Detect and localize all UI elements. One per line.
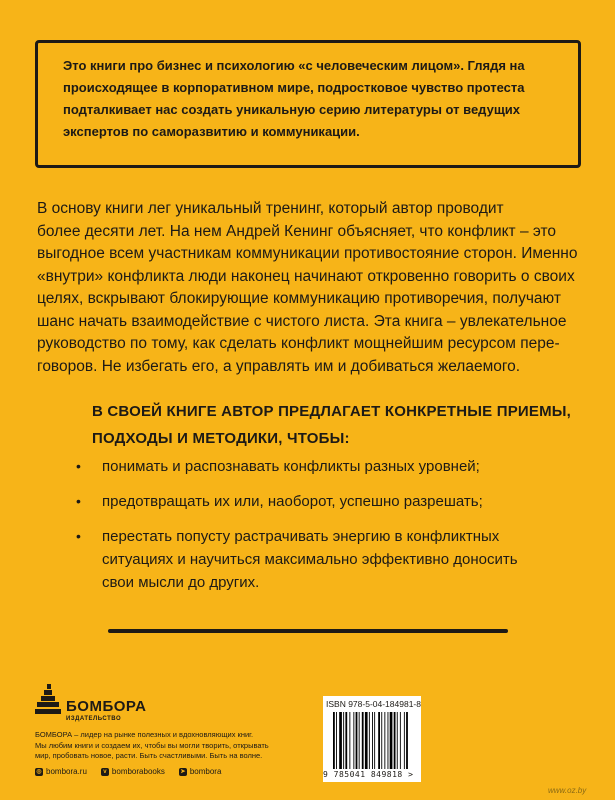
description-line: шанс начать взаимодействие с чистого листа. Эта книга – увлекательное (37, 312, 567, 330)
barcode-icon (333, 712, 417, 769)
social-link-telegram[interactable] (179, 767, 222, 776)
publisher-blurb (35, 730, 330, 762)
list-item: • понимать и распознавать конфликты разных уровней; (92, 455, 480, 478)
description-line: более десяти лет. На нем Андрей Кенинг объясняет, что конфликт – это (37, 222, 557, 240)
barcode-digits: 9 785041 849818 > (323, 770, 414, 779)
description-line: руководство по тому, как сделать конфликт мощнейшим ресурсом пере- (37, 335, 560, 352)
description-paragraph (37, 198, 582, 378)
bullet-dot-icon: • (76, 458, 81, 474)
intro-text (63, 55, 563, 143)
methods-heading (92, 398, 592, 452)
description-line: В основу книги лег уникальный тренинг, который автор проводит (37, 200, 504, 217)
intro-line: происходящее в корпоративном мире, подростковое чувство протеста (63, 80, 525, 95)
blurb-line: мир, пробовать новое, расти. Быть счастливыми. Быть на волне. (35, 751, 263, 760)
social-label: bombora.ru (46, 767, 87, 776)
watermark: www.oz.by (548, 786, 587, 795)
publisher-name: БОМБОРА (66, 698, 147, 715)
bullet-dot-icon: • (76, 493, 81, 509)
blurb-line: БОМБОРА – лидер на рынке полезных и вдохновляющих книг. (35, 730, 254, 739)
intro-line: экспертов по саморазвитию и коммуникации. (63, 124, 360, 139)
isbn-label: ISBN 978-5-04-184981-8 (326, 699, 421, 709)
heading-line: ПОДХОДЫ И МЕТОДИКИ, ЧТОБЫ: (92, 430, 350, 447)
bullet-dot-icon: • (76, 528, 81, 544)
social-links (35, 767, 221, 776)
description-line: выгодное всем участникам коммуникации противостояние сторон. Именно (37, 245, 578, 262)
vk-icon: v (101, 768, 109, 776)
social-link-vk[interactable] (101, 767, 165, 776)
social-label: bomborabooks (111, 767, 165, 776)
social-label: bombora (189, 767, 222, 776)
instagram-icon: ◎ (36, 768, 42, 775)
description-line: говоров. Не избегать его, а управлять им и добиваться желаемого. (37, 357, 521, 375)
list-item: • предотвращать их или, наоборот, успешно разрешать; (92, 490, 483, 513)
list-item: • перестать попусту растрачивать энергию в конфликтных ситуациях и научиться максимально эффективно доносить свои мысли до других. (92, 525, 518, 594)
publisher-subtitle: ИЗДАТЕЛЬСТВО (66, 716, 122, 722)
blurb-line: Мы любим книги и создаем их, чтобы вы могли творить, открывать (35, 740, 269, 750)
telegram-icon: ➤ (180, 768, 186, 775)
social-link-site[interactable] (35, 767, 87, 776)
section-divider (108, 629, 508, 633)
description-line: «внутри» конфликта люди наконец начинают откровенно говорить о своих (37, 267, 575, 285)
intro-line: подталкивает нас создать уникальную серию литературы от ведущих (63, 102, 521, 117)
description-line: целях, вскрывают блокирующие коммуникацию противоречия, получают (37, 290, 561, 307)
intro-line: Это книги про бизнес и психологию «с человеческим лицом». Глядя на (63, 58, 525, 73)
heading-line: В СВОЕЙ КНИГЕ АВТОР ПРЕДЛАГАЕТ КОНКРЕТНЫЕ ПРИЕМЫ, (92, 403, 572, 420)
